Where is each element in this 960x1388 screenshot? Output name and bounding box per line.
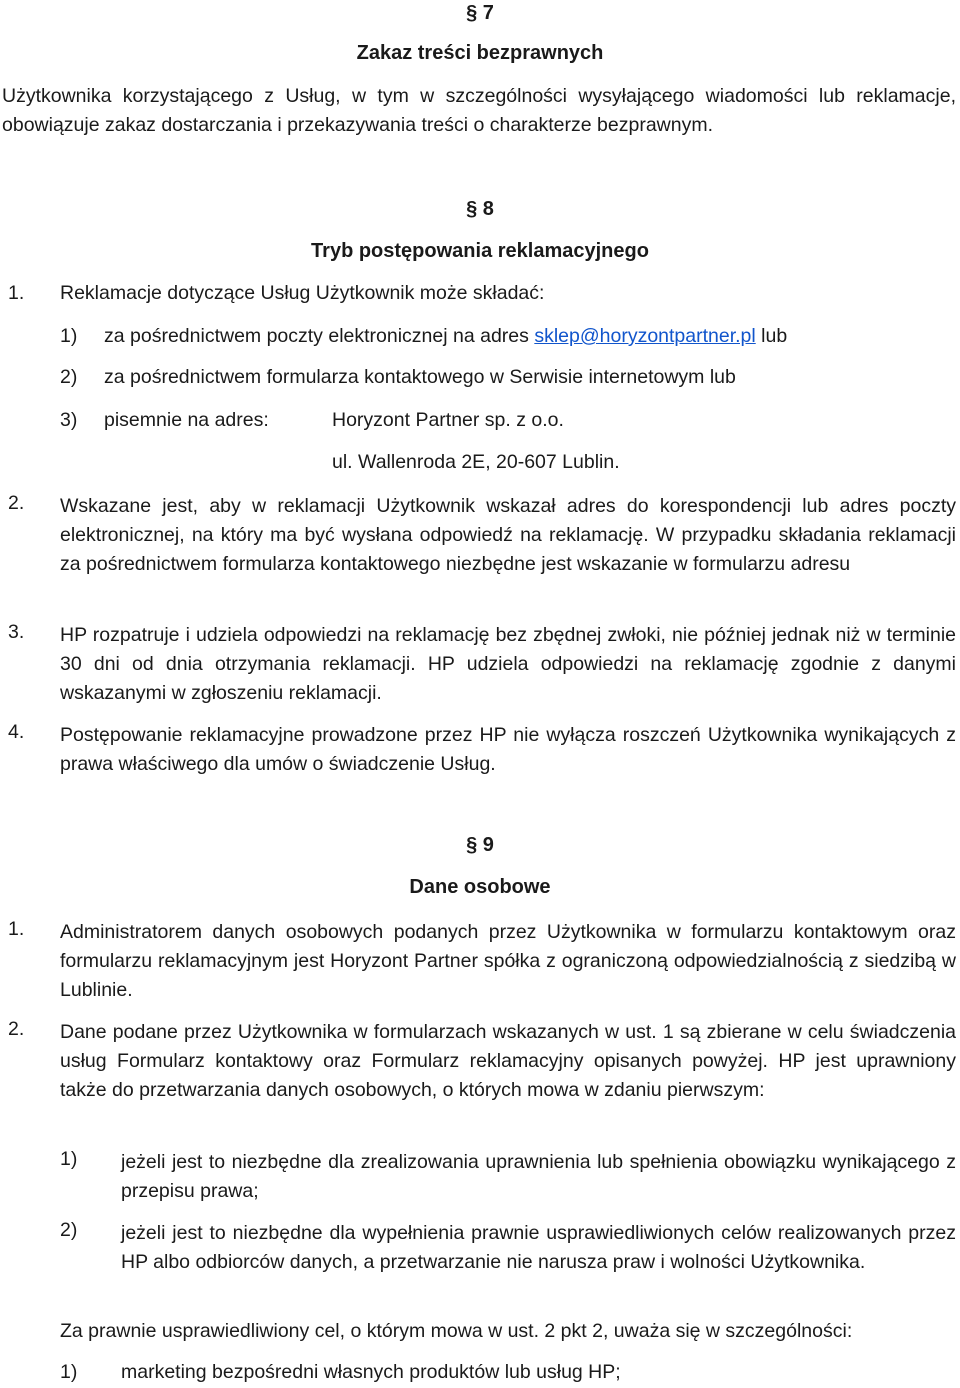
s8-list-item-2-text: za pośrednictwem formularza kontaktowego w Serwisie internetowym lub — [104, 366, 736, 388]
s9-list-item-1-num: 1) — [60, 1148, 78, 1170]
section-8-heading: Tryb postępowania reklamacyjnego — [311, 240, 649, 262]
s8-p1-text: Reklamacje dotyczące Usług Użytkownik może składać: — [60, 282, 545, 304]
s8-list-item-1-after: lub — [761, 325, 788, 347]
s9-p1-text: Administratorem danych osobowych podanych przez Użytkownika w formularzu kontaktowym oraz formularzu reklamacyjnym jest Horyzont Partner spółka z ograniczoną odpowiedzialnością z siedzibą w Lublinie. — [60, 921, 956, 1001]
s9-after-text: Za prawnie usprawiedliwiony cel, o którym mowa w ust. 2 pkt 2, uważa się w szczególności: — [60, 1320, 853, 1342]
s8-list-item-1 — [104, 325, 787, 348]
s8-p3-num: 3. — [8, 621, 25, 643]
s9-list-item-1-text: jeżeli jest to niezbędne dla zrealizowania uprawnienia lub spełnienia obowiązku wynikającego z przepisu prawa; — [121, 1151, 956, 1202]
company-street: ul. Wallenroda 2E, 20-607 Lublin. — [332, 451, 620, 473]
s8-list-item-1-text: za pośrednictwem poczty elektronicznej na adres — [104, 325, 529, 347]
section-9-heading: Dane osobowe — [409, 876, 551, 898]
section-9-number: § 9 — [466, 834, 494, 856]
s8-list-item-3-label: pisemnie na adres: — [104, 409, 269, 431]
s9-list-item-2-text: jeżeli jest to niezbędne dla wypełnienia prawnie usprawiedliwionych celów realizowanych przez HP albo odbiorców danych, a przetwarzanie nie narusza praw i wolności Użytkownika. — [121, 1222, 956, 1273]
s8-list-item-3-num: 3) — [60, 409, 78, 431]
s8-p4-num: 4. — [8, 721, 25, 743]
s9-p1-num: 1. — [8, 918, 25, 940]
s8-list-item-2-num: 2) — [60, 366, 78, 388]
section-7-number: § 7 — [466, 2, 494, 24]
email-link[interactable]: sklep@horyzontpartner.pl — [534, 325, 756, 347]
section-8-number: § 8 — [466, 198, 494, 220]
s8-p2-num: 2. — [8, 492, 25, 514]
s8-p2-text: Wskazane jest, aby w reklamacji Użytkownik wskazał adres do korespondencji lub adres poczty elektronicznej, na który ma być wysłana odpowiedź na reklamację. W przypadku składania reklamacji za pośrednictwem formularza kontaktowego niezbędne jest wskazanie w formularzu adresu — [60, 495, 956, 575]
s9-p2-text: Dane podane przez Użytkownika w formularzach wskazanych w ust. 1 są zbierane w celu świadczenia usług Formularz kontaktowy oraz Formularz reklamacyjny opisanych powyżej. HP jest uprawniony także do przetwarzania danych osobowych, o których mowa w zdaniu pierwszym: — [60, 1021, 956, 1101]
section-7-heading: Zakaz treści bezprawnych — [356, 42, 604, 64]
s9-list2-item-1-text: marketing bezpośredni własnych produktów lub usług HP; — [121, 1361, 621, 1383]
s9-list2-item-1-num: 1) — [60, 1361, 78, 1383]
s8-p3-text: HP rozpatruje i udziela odpowiedzi na reklamację bez zbędnej zwłoki, nie później jednak niż w terminie 30 dni od dnia otrzymania reklamacji. HP udziela odpowiedzi na reklamację zgodnie z danymi wskazanymi w zgłoszeniu reklamacji. — [60, 624, 956, 704]
s9-list-item-2-num: 2) — [60, 1219, 78, 1241]
s8-p1-num: 1. — [8, 282, 25, 304]
section-7-text: Użytkownika korzystającego z Usług, w tym w szczególności wysyłającego wiadomości lub reklamacje, obowiązuje zakaz dostarczania i przekazywania treści o charakterze bezprawnym. — [2, 85, 956, 136]
s8-p4-text: Postępowanie reklamacyjne prowadzone przez HP nie wyłącza roszczeń Użytkownika wynikających z prawa właściwego dla umów o świadczenie Usług. — [60, 724, 956, 775]
company-name: Horyzont Partner sp. z o.o. — [332, 409, 564, 431]
s9-p2-num: 2. — [8, 1018, 25, 1040]
s8-list-item-1-num: 1) — [60, 325, 78, 347]
